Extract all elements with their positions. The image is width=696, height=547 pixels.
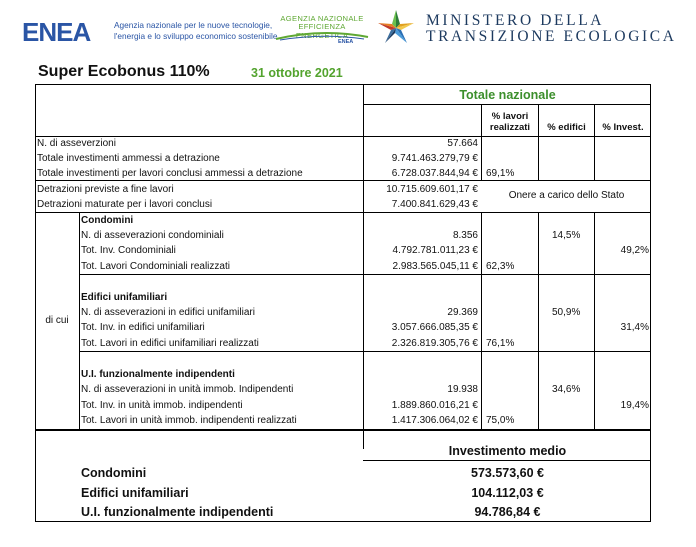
grid-line xyxy=(35,429,651,431)
row-label: N. di asseverazioni in unità immob. Indipendenti xyxy=(81,384,294,395)
grid-line xyxy=(363,460,651,461)
page-title: Super Ecobonus 110% xyxy=(38,63,210,80)
row-label: Tot. Inv. Condominiali xyxy=(81,245,176,256)
row-label: N. di asseverazioni in edifici unifamiliari xyxy=(81,307,255,318)
row-label: Tot. Lavori in unità immob. indipendenti realizzati xyxy=(81,415,297,426)
col-header-lavori xyxy=(482,111,538,133)
section-header-totale: Totale nazionale xyxy=(459,88,556,102)
group-invest-pct: 49,2% xyxy=(620,245,649,256)
row-value: 10.715.609.601,17 € xyxy=(386,184,478,195)
onere-stato-note: Onere a carico dello Stato xyxy=(508,190,625,201)
investimento-label-ui: U.I. funzionalmente indipendenti xyxy=(81,505,274,519)
row-value: 3.057.666.085,35 € xyxy=(391,322,478,333)
grid-line xyxy=(79,274,651,275)
investimento-label-condomini: Condomini xyxy=(81,466,147,480)
col-header-edifici: % edifici xyxy=(547,122,586,133)
row-value: 4.792.781.011,23 € xyxy=(392,245,478,256)
grid-line xyxy=(35,180,651,181)
col-header-invest: % Invest. xyxy=(602,122,644,133)
row-label: N. di asseverzioni xyxy=(37,138,116,149)
row-label: N. di asseverazioni condominiali xyxy=(81,230,224,241)
agenzia-enea: ENEA xyxy=(338,39,354,45)
investimento-value-condomini: 573.573,60 € xyxy=(471,466,544,480)
group-edifici-pct: 14,5% xyxy=(552,230,581,241)
group-edifici-pct: 34,6% xyxy=(552,384,581,395)
investimento-medio-header: Investimento medio xyxy=(448,444,567,458)
row-label: Totale investimenti ammessi a detrazione xyxy=(37,153,220,164)
group-title-edifici: Edifici unifamiliari xyxy=(81,292,168,303)
grid-line xyxy=(79,351,651,352)
enea-wordmark: ENEA xyxy=(22,17,91,47)
swoosh-icon xyxy=(274,30,370,42)
row-label: Detrazioni previste a fine lavori xyxy=(37,184,174,195)
row-value: 1.889.860.016,21 € xyxy=(391,400,478,411)
row-label: Tot. Lavori in edifici unifamiliari realizzati xyxy=(81,338,259,349)
row-value: 2.326.819.305,76 € xyxy=(391,338,478,349)
enea-logo xyxy=(22,17,278,47)
grid-line xyxy=(35,136,651,137)
investimento-label-edifici: Edifici unifamiliari xyxy=(81,486,189,500)
row-value: 2.983.565.045,11 € xyxy=(392,261,478,272)
investimento-value-ui: 94.786,84 € xyxy=(474,505,541,519)
ministero-line1: MINISTERO DELLA xyxy=(426,12,605,29)
row-value: 8.356 xyxy=(452,230,478,241)
row-label: Totale investimenti per lavori conclusi ammessi a detrazione xyxy=(37,168,303,179)
row-value: 9.741.463.279,79 € xyxy=(391,153,478,164)
grid-line xyxy=(594,104,595,180)
grid-line xyxy=(481,212,482,429)
group-invest-pct: 19,4% xyxy=(620,400,649,411)
star-emblem-icon xyxy=(376,8,416,48)
report-date: 31 ottobre 2021 xyxy=(251,66,343,80)
row-lavori-pct: 69,1% xyxy=(486,168,515,179)
row-label: Tot. Inv. in unità immob. indipendenti xyxy=(81,400,243,411)
row-label: Tot. Lavori Condominiali realizzati xyxy=(81,261,230,272)
grid-line xyxy=(538,212,539,429)
row-value: 7.400.841.629,43 € xyxy=(391,199,478,210)
grid-line xyxy=(538,104,539,180)
agenzia-line2: EFFICIENZA ENERGETICA xyxy=(295,22,349,40)
col-header-lavori-line2: realizzati xyxy=(489,122,531,133)
row-value: 29.369 xyxy=(447,307,478,318)
group-edifici-pct: 50,9% xyxy=(552,307,581,318)
grid-line xyxy=(79,212,80,429)
agenzia-efficienza-logo xyxy=(272,14,372,48)
ministero-line2: TRANSIZIONE ECOLOGICA xyxy=(426,28,677,45)
ministero-logo xyxy=(376,8,677,48)
agenzia-line1: AGENZIA NAZIONALE xyxy=(280,14,364,23)
row-value: 19.938 xyxy=(447,384,478,395)
group-title-ui: U.I. funzionalmente indipendenti xyxy=(81,369,235,380)
group-lavori-pct: 75,0% xyxy=(486,415,515,426)
group-title-condomini: Condomini xyxy=(81,215,134,226)
di-cui-label: di cui xyxy=(45,315,69,326)
row-value: 6.728.037.844,94 € xyxy=(391,168,478,179)
grid-line xyxy=(35,212,651,213)
group-lavori-pct: 62,3% xyxy=(486,261,515,272)
row-label: Tot. Inv. in edifici unifamiliari xyxy=(81,322,205,333)
row-value: 1.417.306.064,02 € xyxy=(391,415,478,426)
grid-line xyxy=(363,104,651,105)
group-lavori-pct: 76,1% xyxy=(486,338,515,349)
row-label: Detrazioni maturate per i lavori conclusi xyxy=(37,199,213,210)
investimento-value-edifici: 104.112,03 € xyxy=(471,486,544,500)
group-invest-pct: 31,4% xyxy=(620,322,649,333)
enea-description: Agenzia nazionale per le nuove tecnologie, l'energia e lo sviluppo economico sostenibile xyxy=(114,20,278,41)
col-header-lavori-line1: % lavori xyxy=(491,111,529,122)
row-value: 57.664 xyxy=(447,138,478,149)
